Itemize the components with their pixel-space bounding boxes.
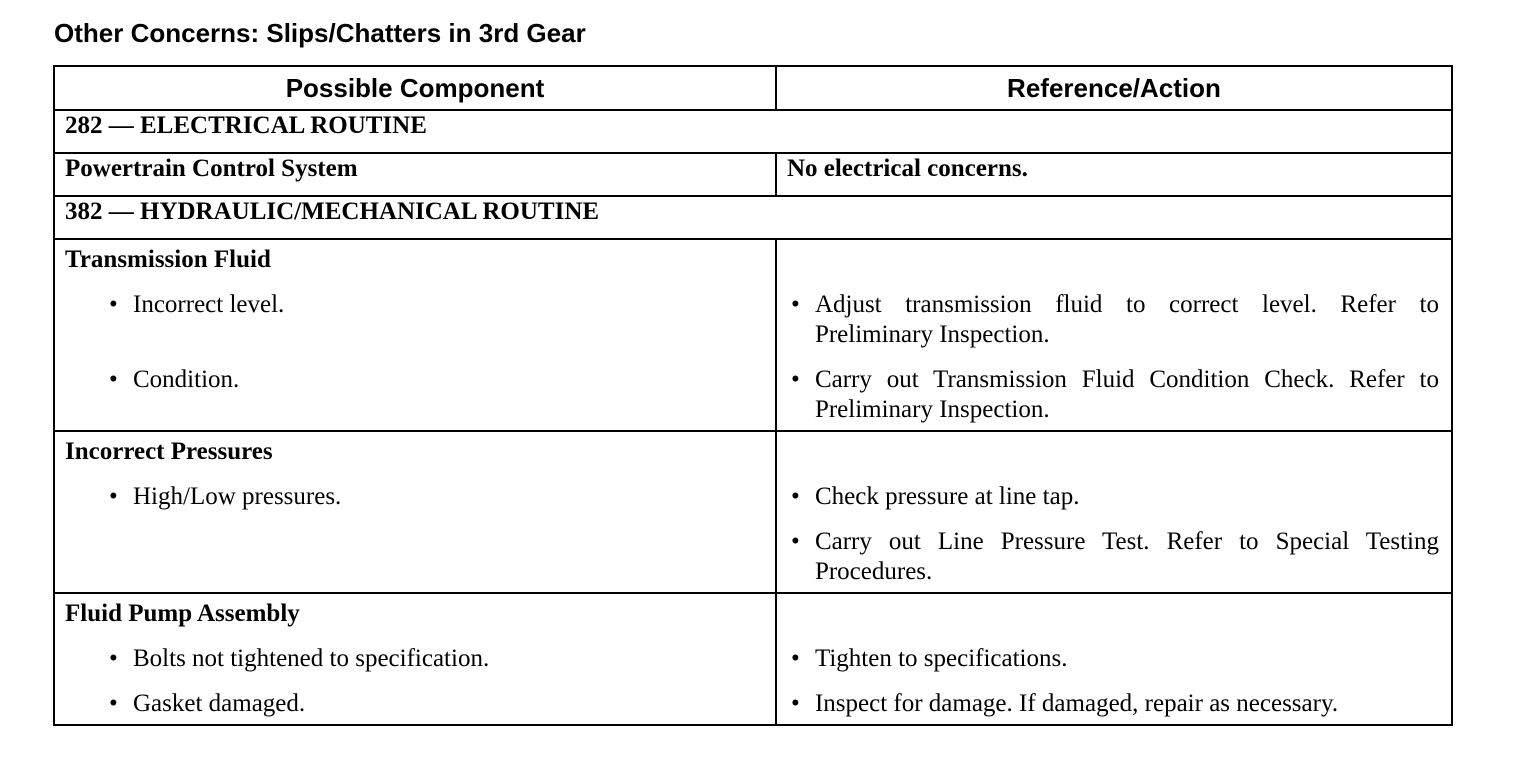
diagnostic-table (53, 65, 1453, 726)
bullet: • (790, 690, 800, 717)
bullet: • (790, 366, 800, 393)
section-row-electrical (54, 110, 1452, 153)
section-label-electrical: 282 — ELECTRICAL ROUTINE (54, 110, 1452, 153)
list-item (65, 290, 765, 350)
action-cell (776, 239, 1452, 431)
list-item-text: Bolts not tightened to specification. (133, 645, 490, 672)
bullet: • (790, 645, 800, 672)
column-header-component: Possible Component (54, 66, 776, 110)
list-item-text: Condition. (133, 366, 240, 393)
bullet: • (109, 366, 118, 393)
component-cell (54, 431, 776, 593)
list-item (787, 644, 1441, 674)
component-cell (54, 593, 776, 725)
table-row (54, 431, 1452, 593)
action-cell: No electrical concerns. (776, 153, 1452, 196)
list-item (787, 290, 1441, 350)
table-header-row (54, 66, 1452, 110)
page-title: Other Concerns: Slips/Chatters in 3rd Gear (54, 18, 586, 48)
list-item (787, 365, 1441, 425)
list-item-text: Tighten to specifications. (814, 645, 1068, 672)
list-item-text: Carry out Transmission Fluid Condition Check. Refer to Preliminary Inspection. (814, 366, 1439, 423)
list-item (787, 689, 1441, 719)
list-item-text: High/Low pressures. (133, 483, 342, 510)
component-cell: Powertrain Control System (54, 153, 776, 196)
list-item (65, 482, 765, 512)
list-item-text: Gasket damaged. (133, 690, 306, 717)
component-cell (54, 239, 776, 431)
action-cell (776, 431, 1452, 593)
bullet: • (109, 690, 118, 717)
bullet: • (109, 483, 118, 510)
list-item (65, 644, 765, 674)
bullet: • (790, 483, 800, 510)
section-label-hydraulic: 382 — HYDRAULIC/MECHANICAL ROUTINE (54, 196, 1452, 239)
list-item-text: Inspect for damage. If damaged, repair as necessary. (814, 690, 1339, 717)
table-row (54, 593, 1452, 725)
action-cell (776, 593, 1452, 725)
bullet: • (109, 291, 118, 318)
group-heading: Incorrect Pressures (65, 438, 273, 465)
bullet: • (109, 645, 118, 672)
section-row-hydraulic (54, 196, 1452, 239)
bullet: • (790, 528, 800, 555)
column-header-action: Reference/Action (776, 66, 1452, 110)
table-row (54, 239, 1452, 431)
list-item-text: Carry out Line Pressure Test. Refer to Special Testing Procedures. (814, 528, 1439, 585)
group-heading: Fluid Pump Assembly (65, 600, 300, 627)
list-item-text: Check pressure at line tap. (814, 483, 1080, 510)
table-row (54, 153, 1452, 196)
list-item (787, 527, 1441, 587)
list-item (65, 365, 765, 395)
bullet: • (790, 291, 800, 318)
group-heading: Transmission Fluid (65, 246, 271, 273)
list-item-text: Adjust transmission fluid to correct level. Refer to Preliminary Inspection. (814, 291, 1439, 348)
list-item-text: Incorrect level. (133, 291, 285, 318)
list-item (65, 689, 765, 719)
list-item (787, 482, 1441, 512)
